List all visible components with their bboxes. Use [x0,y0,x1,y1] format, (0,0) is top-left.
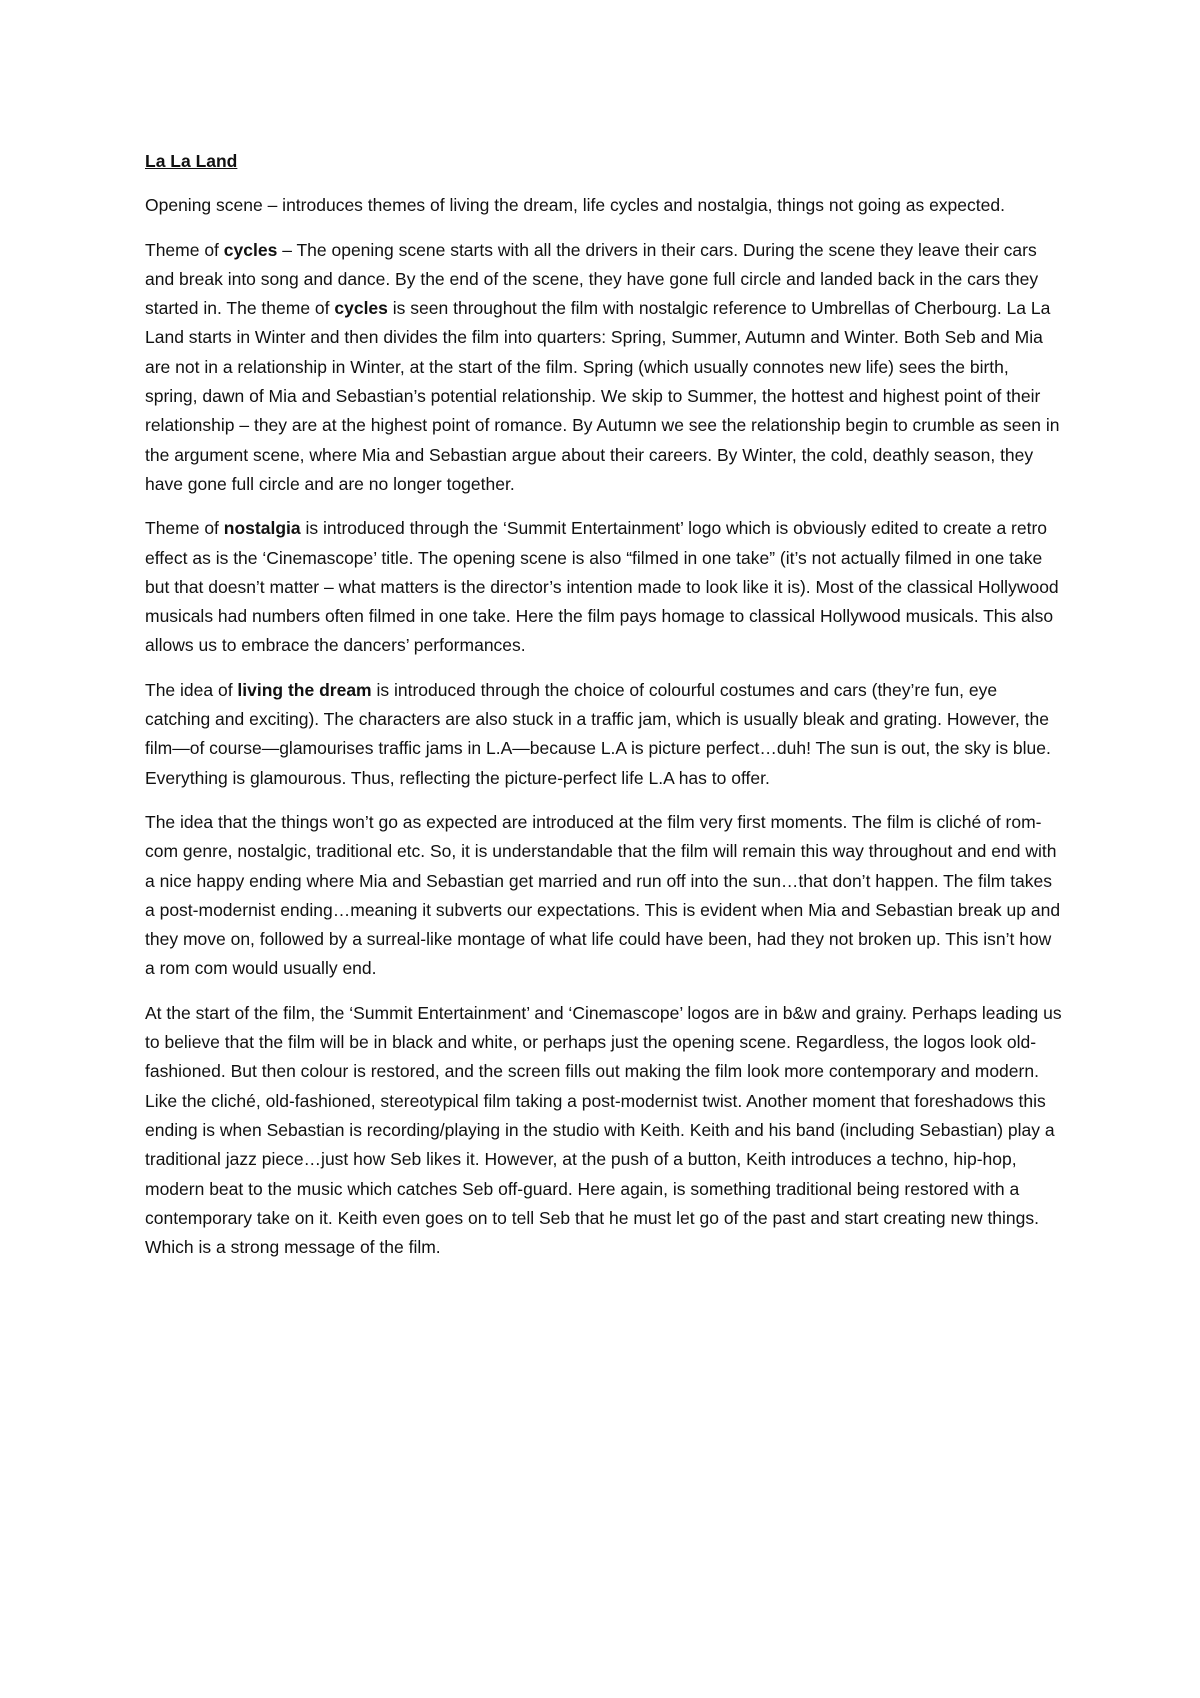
paragraph-text: At the start of the film, the ‘Summit Entertainment’ and ‘Cinemascope’ logos are in b&w and grainy. Perhaps leading us to believe that the film will be in black and white, or perhaps just the opening scene. Regardless, the logos look old-fashioned. But then colour is restored, and the screen fills out making the film look more contemporary and modern. Like the cliché, old-fashioned, stereotypical film taking a post-modernist twist. Another moment that foreshadows this ending is when Sebastian is recording/playing in the studio with Keith. Keith and his band (including Sebastian) play a traditional jazz piece…just how Seb likes it. However, at the push of a button, Keith introduces a techno, hip-hop, modern beat to the music which catches Seb off-guard. Here again, is something traditional being restored with a contemporary take on it. Keith even goes on to tell Seb that he must let go of the past and start creating new things. Which is a strong message of the film. [145,1002,1062,1258]
paragraph-text: – The opening scene starts with all the drivers in their cars. During the scene they leave their cars and break into song and dance. By the end of the scene, they have gone full circle and landed back in the cars they started in. The theme of [145,239,1039,319]
paragraph-living-the-dream [145,676,1065,793]
paragraph-text: Theme of [145,239,224,260]
keyword-cycles: cycles [223,239,278,260]
keyword-living-the-dream: living the dream [237,679,372,700]
paragraph-opening-scene [145,191,1065,220]
paragraph-text: Theme of [145,518,224,539]
paragraph-text: is introduced through the choice of colourful costumes and cars (they’re fun, eye catching and exciting). The characters are also stuck in a traffic jam, which is usually bleak and grating. However, the film—of course—glamourises traffic jams in L.A—because L.A is picture perfect…duh! The sun is out, the sky is blue. Everything is glamourous. Thus, reflecting the picture-perfect life L.A has to offer. [145,679,1051,788]
paragraph-theme-cycles [145,236,1065,500]
paragraph-text: is introduced through the ‘Summit Entertainment’ logo which is obviously edited to create a retro effect as is the ‘Cinemascope’ title. The opening scene is also “filmed in one take” (it’s not actually filmed in one take but that doesn’t matter – what matters is the director’s intention made to look like it is). Most of the classical Hollywood musicals had numbers often filmed in one take. Here the film pays homage to classical Hollywood musicals. This also allows us to embrace the dancers’ performances. [145,518,1059,656]
paragraph-logos-and-colour [145,999,1065,1263]
paragraph-theme-nostalgia [145,514,1065,660]
paragraph-text: Opening scene – introduces themes of living the dream, life cycles and nostalgia, things not going as expected. [145,195,1005,216]
document-body [145,147,1065,1277]
paragraph-text: is seen throughout the film with nostalgic reference to Umbrellas of Cherbourg. La La Land starts in Winter and then divides the film into quarters: Spring, Summer, Autumn and Winter. Both Seb and Mia are not in a relationship in Winter, at the start of the film. Spring (which usually connotes new life) sees the birth, spring, dawn of Mia and Sebastian’s potential relationship. We skip to Summer, the hottest and highest point of their relationship – they are at the highest point of romance. By Autumn we see the relationship begin to crumble as seen in the argument scene, where Mia and Sebastian argue about their careers. By Winter, the cold, deathly season, they have gone full circle and are no longer together. [145,298,1060,494]
keyword-nostalgia: nostalgia [223,518,301,539]
paragraph-not-as-expected [145,808,1065,984]
paragraph-text: The idea of [145,679,238,700]
paragraph-text: The idea that the things won’t go as expected are introduced at the film very first moments. The film is cliché of rom-com genre, nostalgic, traditional etc. So, it is understandable that the film will remain this way throughout and end with a nice happy ending where Mia and Sebastian get married and run off into the sun…that don’t happen. The film takes a post-modernist ending…meaning it subverts our expectations. This is evident when Mia and Sebastian break up and they move on, followed by a surreal-like montage of what life could have been, had they not broken up. This isn’t how a rom com would usually end. [145,811,1061,979]
keyword-cycles: cycles [334,298,388,319]
document-title: La La Land [145,151,238,171]
